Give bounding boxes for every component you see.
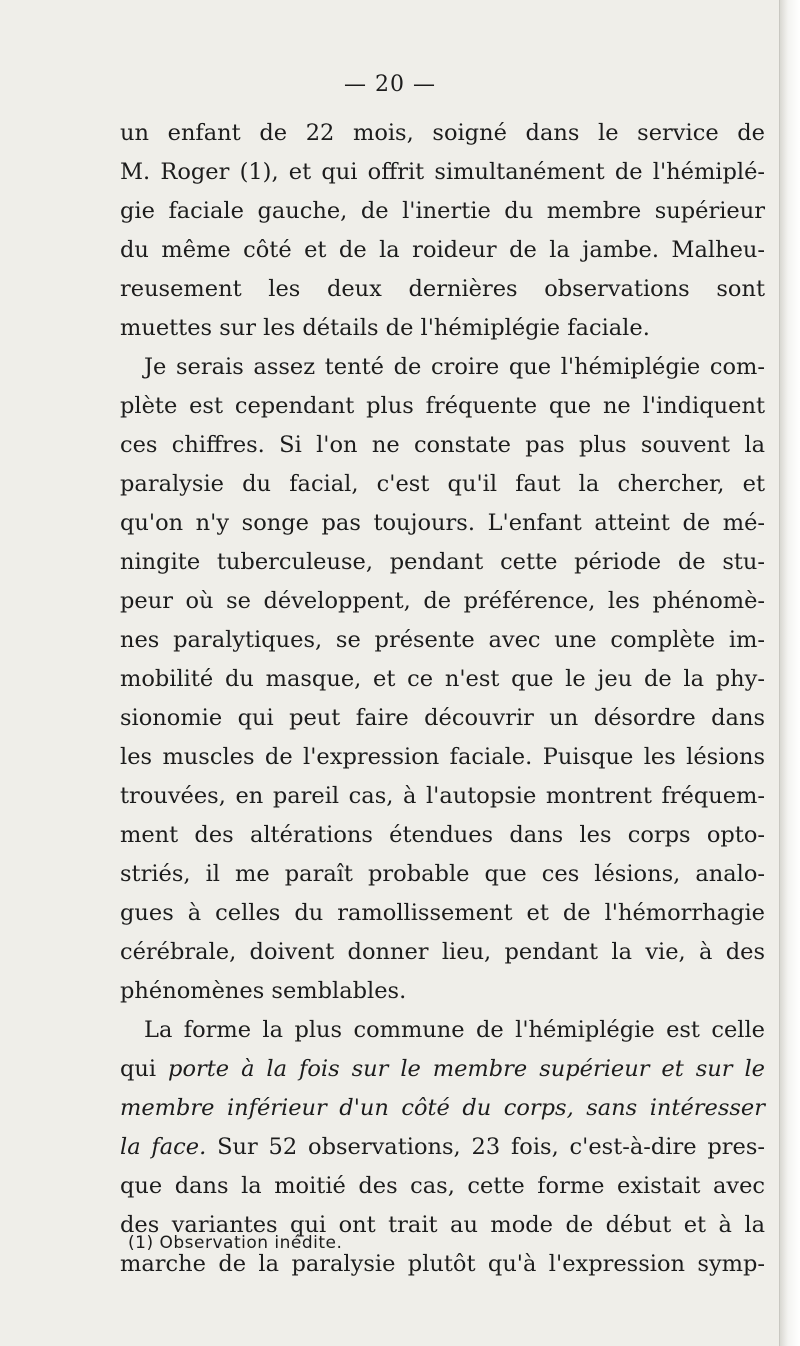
text-line-mixed (120, 1128, 765, 1167)
text-line: striés, il me paraît probable que ces lésions, analo- (120, 861, 765, 887)
text-line: que dans la moitié des cas, cette forme existait avec (120, 1173, 765, 1199)
page-edge (779, 0, 800, 1346)
body-text (120, 114, 765, 1284)
text-line: ces chiffres. Si l'on ne constate pas plus souvent la (120, 432, 765, 458)
text-line: un enfant de 22 mois, soigné dans le service de (120, 120, 765, 146)
text-line: des variantes qui ont trait au mode de début et à la (120, 1212, 765, 1238)
text-line: M. Roger (1), et qui offrit simultanément de l'hémiplé- (120, 159, 765, 185)
text-line: plète est cependant plus fréquente que ne l'indiquent (120, 393, 765, 419)
italic-fragment: porte à la fois sur le membre supérieur et sur le (168, 1056, 765, 1082)
text-line: muettes sur les détails de l'hémiplégie faciale. (120, 315, 650, 341)
text-line: paralysie du facial, c'est qu'il faut la chercher, et (120, 471, 765, 497)
text-line: gie faciale gauche, de l'inertie du membre supérieur (120, 198, 765, 224)
text-line: phénomènes semblables. (120, 978, 407, 1004)
text-line: les muscles de l'expression faciale. Puisque les lésions (120, 744, 765, 770)
text-line: peur où se développent, de préférence, les phénomè- (120, 588, 765, 614)
text-line-mixed (120, 1050, 765, 1089)
page-number: — 20 — (344, 72, 436, 97)
text-line: La forme la plus commune de l'hémiplégie est celle (144, 1017, 765, 1043)
text-line: qu'on n'y songe pas toujours. L'enfant atteint de mé- (120, 510, 765, 536)
text-fragment: qui (120, 1056, 169, 1082)
text-line: reusement les deux dernières observations sont (120, 276, 765, 302)
footnote: (1) Observation inédite. (128, 1233, 343, 1253)
text-line: cérébrale, doivent donner lieu, pendant la vie, à des (120, 939, 765, 965)
text-line: nes paralytiques, se présente avec une complète im- (120, 627, 765, 653)
text-line: trouvées, en pareil cas, à l'autopsie montrent fréquem- (120, 783, 765, 809)
text-line: Je serais assez tenté de croire que l'hémiplégie com- (144, 354, 765, 380)
text-line: gues à celles du ramollissement et de l'hémorrhagie (120, 900, 765, 926)
text-line: sionomie qui peut faire découvrir un désordre dans (120, 705, 765, 731)
text-line: du même côté et de la roideur de la jambe. Malheu- (120, 237, 765, 263)
text-line: marche de la paralysie plutôt qu'à l'expression symp- (120, 1251, 765, 1277)
text-line: ningite tuberculeuse, pendant cette période de stu- (120, 549, 765, 575)
text-line: ment des altérations étendues dans les corps opto- (120, 822, 765, 848)
text-line: mobilité du masque, et ce n'est que le jeu de la phy- (120, 666, 765, 692)
italic-fragment: la face. (120, 1134, 207, 1160)
text-fragment: Sur 52 observations, 23 fois, c'est-à-dire pres- (206, 1134, 765, 1160)
text-line: membre inférieur d'un côté du corps, sans intéresser (120, 1095, 765, 1121)
